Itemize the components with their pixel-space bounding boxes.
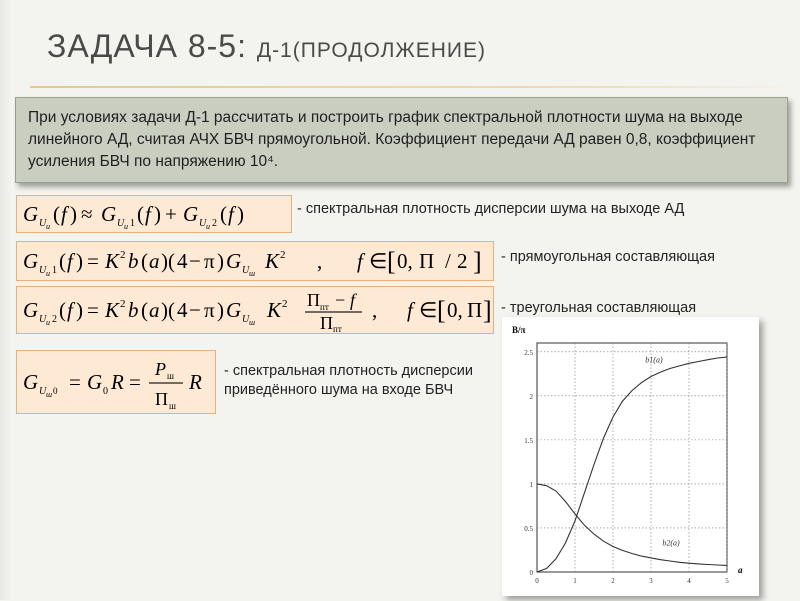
x-tick-label: 3 [649, 577, 653, 585]
y-axis-label: B/π [512, 325, 526, 335]
svg-text:(: ( [59, 298, 66, 322]
x-tick-label: 5 [725, 577, 729, 585]
label-sum: - спектральная плотность дисперсии шума на выходе АД [297, 201, 685, 217]
svg-text:0: 0 [53, 386, 58, 396]
x-axis-label: a [738, 565, 743, 575]
svg-text:=: = [87, 298, 99, 322]
formula-tri-graphic [17, 287, 493, 333]
formula-rect-graphic [17, 242, 493, 280]
svg-text:=: = [69, 370, 81, 394]
svg-text:0: 0 [103, 386, 108, 397]
svg-text:): ) [217, 249, 224, 273]
svg-text:G: G [101, 202, 117, 226]
svg-text:U: U [117, 218, 125, 229]
svg-text:R: R [189, 370, 202, 394]
svg-text:ш: ш [167, 371, 174, 381]
svg-text:U: U [199, 218, 207, 229]
y-tick-label: 0 [529, 569, 533, 577]
svg-text:K: K [265, 249, 280, 273]
svg-text:пт: пт [320, 302, 329, 312]
svg-text:1: 1 [130, 218, 135, 229]
svg-text:R: R [111, 370, 124, 394]
svg-text:u: u [206, 222, 210, 231]
slide-border [0, 0, 14, 600]
slide-title [47, 28, 486, 65]
svg-text:G: G [23, 249, 39, 273]
formula-tri [16, 286, 494, 334]
svg-text:G: G [87, 370, 103, 394]
svg-text:]: ] [473, 247, 482, 276]
svg-text:4: 4 [177, 298, 188, 322]
x-tick-label: 1 [573, 577, 577, 585]
y-tick-label: 0.5 [524, 524, 533, 533]
svg-text:G: G [226, 298, 242, 322]
series-annotation-1: b1(a) [645, 355, 663, 365]
svg-text:U: U [39, 314, 47, 325]
svg-text:П: П [467, 298, 483, 322]
chart-svg [502, 317, 759, 596]
svg-text:(: ( [137, 202, 144, 226]
label-input: - спектральная плотность дисперсии приведённого шума на входе БВЧ [224, 363, 473, 398]
formula-input-graphic [17, 351, 215, 413]
svg-text:П: П [155, 389, 168, 409]
formula-sum-graphic [17, 196, 291, 232]
svg-text:=: = [87, 249, 99, 273]
svg-text:): ) [154, 202, 161, 226]
svg-text:U: U [242, 314, 250, 325]
svg-text:)(: )( [161, 249, 175, 273]
label-rect: - прямоугольная составляющая [501, 249, 715, 265]
formula-sum [16, 195, 292, 233]
svg-text:b: b [128, 249, 139, 273]
svg-text:=: = [129, 370, 141, 394]
svg-text:G: G [183, 202, 199, 226]
label-tri: - треугольная составляющая [501, 300, 697, 316]
svg-text:K: K [267, 298, 282, 322]
formula-rect [16, 241, 494, 281]
svg-text:]: ] [483, 296, 492, 325]
svg-text:[: [ [437, 296, 446, 325]
svg-text:/: / [445, 249, 451, 273]
svg-text:1: 1 [52, 265, 57, 276]
title-sub: Д-1(ПРОДОЛЖЕНИЕ) [256, 39, 487, 62]
svg-text:0,: 0, [397, 249, 413, 273]
svg-text:U: U [39, 386, 47, 397]
title-underline [30, 86, 800, 88]
svg-text:U: U [39, 218, 47, 229]
x-tick-label: 4 [687, 577, 691, 585]
svg-text:[: [ [387, 247, 396, 276]
svg-text:f: f [407, 298, 413, 322]
svg-text:−: − [189, 298, 201, 322]
y-tick-label: 2 [529, 392, 533, 401]
chart-panel [502, 317, 759, 596]
svg-text:,: , [317, 249, 323, 273]
svg-text:2: 2 [457, 249, 468, 273]
svg-text:)(: )( [161, 298, 175, 322]
x-tick-label: 0 [535, 577, 539, 585]
svg-text:ш: ш [169, 401, 176, 411]
series-line-2 [537, 484, 727, 566]
svg-text:f: f [61, 202, 67, 226]
svg-text:(: ( [141, 298, 148, 322]
formula-input [16, 350, 216, 414]
svg-text:G: G [226, 249, 242, 273]
svg-text:∈: ∈ [419, 298, 438, 322]
svg-text:П: П [419, 249, 435, 273]
svg-text:0,: 0, [447, 298, 463, 322]
svg-text:u: u [124, 222, 128, 231]
svg-text:U: U [39, 265, 47, 276]
svg-text:(: ( [220, 202, 227, 226]
series-annotation-2: b2(a) [662, 538, 680, 548]
svg-text:f: f [145, 202, 151, 226]
svg-text:): ) [76, 249, 83, 273]
svg-text:f: f [228, 202, 234, 226]
svg-text:ш: ш [46, 390, 53, 399]
y-tick-label: 1.5 [524, 436, 533, 445]
svg-text:ш: ш [249, 318, 256, 327]
svg-text:≈: ≈ [81, 202, 93, 226]
svg-text:,: , [372, 298, 378, 322]
svg-text:4: 4 [177, 249, 188, 273]
y-tick-label: 1 [529, 480, 533, 489]
svg-text:2: 2 [120, 298, 126, 310]
svg-text:π: π [204, 249, 215, 273]
svg-text:): ) [217, 298, 224, 322]
svg-text:2: 2 [280, 249, 286, 261]
svg-text:): ) [70, 202, 77, 226]
svg-text:K: K [105, 249, 120, 273]
svg-text:f: f [350, 290, 356, 310]
svg-text:∈: ∈ [369, 249, 388, 273]
svg-text:f: f [67, 298, 73, 322]
plot-frame [537, 343, 727, 572]
svg-text:2: 2 [282, 298, 288, 310]
svg-text:П: П [307, 290, 320, 310]
svg-text:2: 2 [52, 314, 57, 325]
svg-text:π: π [204, 298, 215, 322]
svg-text:a: a [149, 298, 160, 322]
svg-text:2: 2 [212, 218, 217, 229]
svg-text:u: u [46, 318, 50, 327]
svg-text:G: G [23, 202, 39, 226]
svg-text:K: K [105, 298, 120, 322]
svg-text:(: ( [141, 249, 148, 273]
svg-text:f: f [67, 249, 73, 273]
svg-text:−: − [335, 290, 346, 310]
svg-text:U: U [242, 265, 250, 276]
svg-text:): ) [237, 202, 244, 226]
svg-text:2: 2 [120, 249, 126, 261]
x-tick-label: 2 [611, 577, 615, 585]
task-statement: При условиях задачи Д-1 рассчитать и построить график спектральной плотности шума на выходе линейного АД, считая АЧХ БВЧ прямоугольной. Коэффициент передачи АД равен 0,8, коэффициент усиления БВЧ по напряжению 10⁴. [15, 97, 788, 183]
svg-text:b: b [128, 298, 139, 322]
svg-text:+: + [165, 202, 177, 226]
svg-text:G: G [23, 298, 39, 322]
svg-text:f: f [357, 249, 363, 273]
series-line-1 [537, 357, 727, 572]
svg-text:a: a [149, 249, 160, 273]
title-main: ЗАДАЧА 8-5: [47, 28, 247, 64]
svg-text:пт: пт [333, 324, 342, 333]
svg-text:П: П [320, 313, 333, 333]
svg-text:u: u [46, 269, 50, 278]
svg-text:u: u [46, 222, 50, 231]
svg-text:ш: ш [249, 269, 256, 278]
svg-text:−: − [189, 249, 201, 273]
svg-text:P: P [155, 359, 166, 379]
svg-text:(: ( [53, 202, 60, 226]
svg-text:(: ( [59, 249, 66, 273]
svg-text:G: G [23, 370, 39, 394]
y-tick-label: 2.5 [524, 348, 533, 357]
svg-text:): ) [76, 298, 83, 322]
